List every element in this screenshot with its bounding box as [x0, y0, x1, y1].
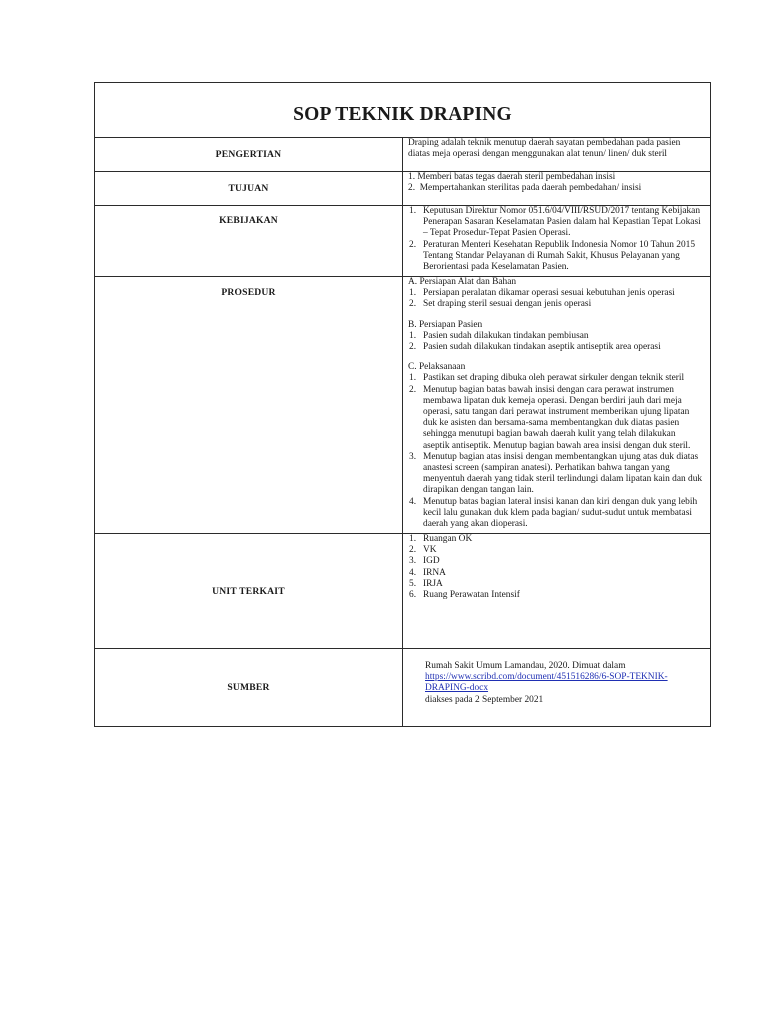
prosedur-item: 2. Menutup bagian batas bawah insisi dengan cara perawat instrumen membawa lipatan duk kemeja operasi. Dengan berdiri jauh dari meja operasi, satu tangan dari perawat instrument memberikan ujung lipatan duk ke asisten dan bersama-sama membentangkan duk diatas pasien sehingga menutupi bagian bawah daerah kulit yang telah dilakukan aseptik antiseptik. Menutup bagian bawah area insisi dengan duk steril. — [409, 384, 691, 451]
sop-table — [94, 82, 711, 727]
tujuan-item — [408, 172, 704, 183]
item-number: 2. — [408, 183, 416, 194]
sumber-citation: Rumah Sakit Umum Lamandau, 2020. Dimuat dalam — [425, 661, 626, 671]
unit-item: 3. IGD — [409, 556, 440, 567]
prosedur-item: 2. Pasien sudah dilakukan tindakan aseptik antiseptik area operasi — [409, 342, 661, 353]
prosedur-item: 1. Persiapan peralatan dikamar operasi sesuai kebutuhan jenis operasi — [409, 288, 675, 299]
row-unit-terkait — [95, 534, 711, 649]
label-sumber: SUMBER — [95, 649, 403, 727]
unit-item: 5. IRJA — [409, 578, 443, 589]
sumber-link[interactable]: https://www.scribd.com/document/451516286/6-SOP-TEKNIK-DRAPING-docx — [425, 672, 668, 694]
row-prosedur — [95, 277, 711, 534]
row-pengertian — [95, 138, 711, 172]
kebijakan-item: 1. Keputusan Direktur Nomor 051.6/04/VIII/RSUD/2017 tentang Kebijakan Penerapan Sasaran Keselamatan Pasien dalam hal Kepastian Tepat Lokasi – Tepat Prosedur-Tepat Pasien Operasi. — [409, 206, 701, 239]
row-tujuan — [95, 172, 711, 206]
row-sumber — [95, 649, 711, 727]
unit-terkait-list — [408, 534, 704, 601]
title-cell — [95, 83, 711, 138]
sumber-accessed: diakses pada 2 September 2021 — [425, 694, 544, 705]
content-prosedur — [403, 277, 711, 534]
document-title: SOP TEKNIK DRAPING — [293, 104, 512, 125]
tujuan-item — [408, 183, 704, 194]
content-tujuan — [403, 172, 711, 206]
item-text: Mempertahankan sterilitas pada daerah pembedahan/ insisi — [419, 183, 642, 194]
prosedur-item: 2. Set draping steril sesuai dengan jenis operasi — [409, 299, 592, 310]
section-heading-b: B. Persiapan Pasien — [408, 319, 483, 330]
prosedur-item: 1. Pasien sudah dilakukan tindakan pembiusan — [409, 330, 589, 341]
prosedur-item: 3. Menutup bagian atas insisi dengan membentangkan ujung atas duk diatas anastesi screen (sampiran anatesi). Perhatikan bahwa tangan yang menyentuh daerah yang tidak steril terlindungi dalam lipatan kain dan duk dirapikan dengan tangan lain. — [409, 451, 703, 496]
content-unit-terkait — [403, 534, 711, 649]
prosedur-item: 4. Menutup batas bagian lateral insisi kanan dan kiri dengan duk yang lebih kecil lalu gunakan duk klem pada bagian/ sudut-sudut untuk membatasi daerah yang akan dioperasi. — [409, 496, 698, 530]
label-unit-terkait: UNIT TERKAIT — [95, 534, 403, 649]
kebijakan-item: 2. Peraturan Menteri Kesehatan Republik Indonesia Nomor 10 Tahun 2015 Tentang Standar Pelayanan di Rumah Sakit, Khusus Pelayanan yang Berorientasi pada Keselamatan Pasien. — [409, 239, 696, 273]
label-pengertian: PENGERTIAN — [95, 138, 403, 172]
section-b-list — [408, 331, 704, 353]
unit-item: 4. IRNA — [409, 567, 446, 578]
content-sumber — [403, 649, 711, 727]
title-row — [95, 83, 711, 138]
label-kebijakan-text: KEBIJAKAN — [219, 215, 278, 226]
prosedur-item: 1. Pastikan set draping dibuka oleh perawat sirkuler dengan teknik steril — [409, 373, 685, 384]
label-prosedur-text: PROSEDUR — [221, 287, 276, 298]
label-prosedur — [95, 277, 403, 534]
unit-item: 2. VK — [409, 545, 437, 556]
unit-item: 6. Ruang Perawatan Intensif — [409, 590, 520, 601]
label-kebijakan — [95, 206, 403, 277]
kebijakan-list — [408, 206, 704, 273]
unit-item: 1. Ruangan OK — [409, 534, 473, 544]
content-pengertian — [403, 138, 711, 172]
section-heading-c: C. Pelaksanaan — [408, 362, 466, 373]
item-number: 1. — [408, 172, 416, 182]
content-kebijakan — [403, 206, 711, 277]
item-text: Memberi batas tegas daerah steril pembedahan insisi — [417, 172, 616, 182]
pengertian-text: Draping adalah teknik menutup daerah sayatan pembedahan pada pasien diatas meja operasi dengan menggunakan alat tenun/ linen/ duk steril — [408, 138, 681, 160]
section-c-list — [408, 373, 704, 530]
section-a-list — [408, 288, 704, 310]
label-tujuan: TUJUAN — [95, 172, 403, 206]
row-kebijakan — [95, 206, 711, 277]
section-heading-a: A. Persiapan Alat dan Bahan — [408, 277, 517, 287]
